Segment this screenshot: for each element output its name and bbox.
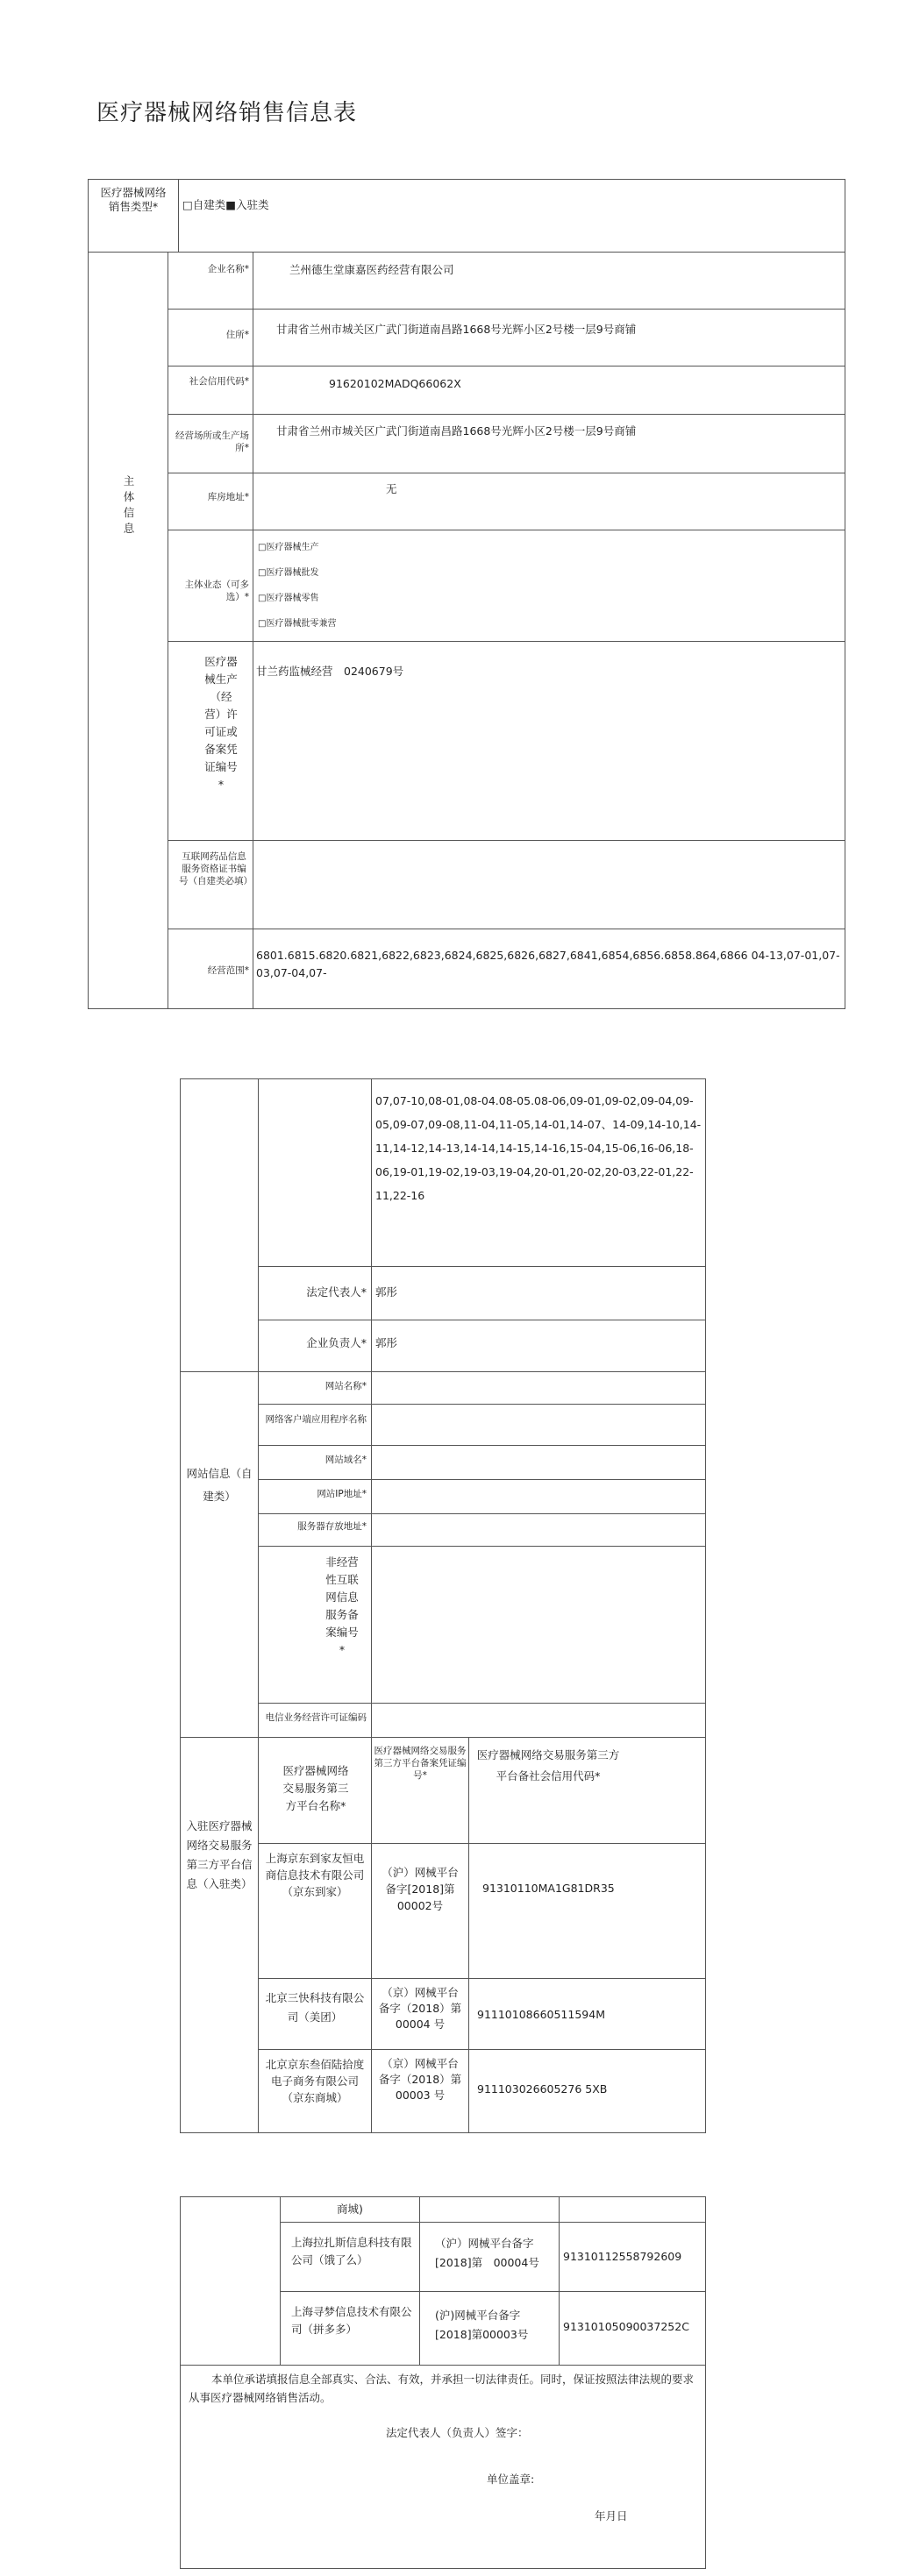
ip-cell: [371, 1479, 706, 1514]
platform-1-name: 上海京东到家友恒电商信息技术有限公司（京东到家）: [265, 1852, 365, 1898]
platform-1-record: （沪）网械平台备字[2018]第00002号: [382, 1866, 459, 1912]
internet-label: 互联网药品信息服务资格证书编号（自建类必填）: [179, 851, 253, 886]
platform-info-label: 入驻医疗器械网络交易服务第三方平台信息（入驻类）: [186, 1819, 253, 1890]
domain-label: 网站域名*: [324, 1455, 367, 1465]
scope: 6801.6815.6820.6821,6822,6823,6824,6825,6826,6827,6841,6854,6856.6858.864,6866 04-13,07-01,07-03,07-04,07-: [256, 949, 840, 979]
platform-info-cont-cell: [180, 2196, 281, 2366]
type-value-cell: [178, 179, 845, 253]
platform-4-name: 上海拉扎斯信息科技有限公司（饿了么）: [291, 2236, 412, 2266]
platform-4-record: （沪）网械平台备字[2018]第 00004号: [435, 2237, 539, 2269]
manager: 郭彤: [375, 1336, 398, 1349]
legal-rep-label: 法定代表人*: [306, 1285, 367, 1299]
platform-record-header: 医疗器械网络交易服务第三方平台备案凭证编号*: [374, 1746, 467, 1781]
telecom-cell: [371, 1703, 706, 1738]
credit-code-label-cell: [168, 366, 253, 415]
legal-rep-cell: [371, 1266, 706, 1320]
scope-label: 经营范围*: [207, 965, 249, 976]
platform-2-credit: 91110108660511594M: [477, 2008, 605, 2021]
company-name: 兰州德生堂康嘉医药经营有限公司: [289, 263, 454, 276]
main-info-label: 主体信息: [123, 474, 135, 535]
business-option-1: □医疗器械生产: [258, 543, 319, 552]
address: 甘肃省兰州市城关区广武门街道南昌路1668号光辉小区2号楼一层9号商铺: [276, 323, 637, 336]
internet-cell: [253, 840, 845, 929]
scope-continued: 07,07-10,08-01,08-04.08-05.08-06,09-01,09-02,09-04,09-05,09-07,09-08,11-04,11-05,14-01,14-07、14-09,14-10,14-11,14-12,14-13,14-14,14-15,14-16,15-04,15-06,16-06,18-06,19-01,19-02,19-03,19-04,20-01,20-02,20-03,22-01,22-11,22-16: [375, 1094, 702, 1202]
platform-5-record: (沪)网械平台备字[2018]第00003号: [435, 2309, 529, 2341]
platform-1-credit: 91310110MA1G81DR35: [482, 1882, 615, 1895]
icp-label: 非经营性互联网信息服务备案编号*: [325, 1555, 359, 1656]
credit-code: 91620102MADQ66062X: [329, 377, 461, 390]
platform-credit-header: 医疗器械网络交易服务第三方平台备社会信用代码*: [476, 1748, 620, 1783]
platform-info-cell: [180, 1737, 259, 2133]
platform-5-credit: 91310105090037252C: [563, 2320, 689, 2333]
server-label: 服务器存放地址*: [297, 1521, 367, 1532]
platform-3-name: 北京京东叁佰陆拾度电子商务有限公司（京东商城）: [265, 2058, 365, 2104]
license-label: 医疗器械生产（经营）许可证或备案凭证编号*: [204, 655, 238, 791]
type-label: 医疗器械网络销售类型*: [100, 186, 167, 213]
website-info-cell: [180, 1371, 259, 1738]
platform-2-record: （京）网械平台备字（2018）第00004 号: [378, 1986, 462, 2031]
date-label: 年月日: [595, 2509, 628, 2523]
main-info-cell: [88, 252, 168, 1009]
client-app-label: 网络客户端应用程序名称: [265, 1414, 367, 1425]
premises-label: 经营场所或生产场所*: [175, 431, 249, 453]
server-cell: [371, 1513, 706, 1547]
warehouse-label: 库房地址*: [207, 492, 249, 502]
address-label: 住所*: [225, 330, 249, 340]
platform-4-credit: 91310112558792609: [563, 2250, 682, 2263]
icp-cell: [371, 1546, 706, 1704]
credit-code-label: 社会信用代码*: [189, 376, 249, 387]
platform-cont-credit-cell: [559, 2196, 706, 2223]
seal-label: 单位盖章:: [487, 2473, 535, 2486]
company-name-cell: [253, 252, 845, 310]
site-name-cell: [371, 1371, 706, 1405]
business-option-2: □医疗器械批发: [258, 568, 319, 578]
client-app-cell: [371, 1404, 706, 1446]
business-option-3: □医疗器械零售: [258, 594, 319, 603]
type-value: □自建类■入驻类: [182, 198, 269, 211]
page-title: 医疗器械网络销售信息表: [96, 100, 358, 126]
platform-name-header: 医疗器械网络交易服务第三方平台名称*: [282, 1764, 349, 1812]
telecom-label: 电信业务经营许可证编码: [265, 1712, 367, 1723]
platform-3-credit: 911103026605276 5XB: [477, 2082, 608, 2096]
premises: 甘肃省兰州市城关区广武门街道南昌路1668号光辉小区2号楼一层9号商铺: [276, 424, 637, 438]
legal-rep: 郭彤: [375, 1285, 398, 1299]
platform-3-record: （京）网械平台备字（2018）第00003 号: [378, 2057, 462, 2102]
site-name-label: 网站名称*: [324, 1381, 367, 1391]
main-info-cont-cell: [180, 1078, 259, 1372]
premises-cell: [253, 414, 845, 473]
company-name-label-cell: [168, 252, 253, 310]
domain-cell: [371, 1445, 706, 1480]
platform-row-1-credit-cell: [468, 1843, 706, 1979]
website-info-label: 网站信息（自建类）: [186, 1467, 253, 1503]
ip-label: 网站IP地址*: [317, 1489, 367, 1499]
company-name-label: 企业名称*: [207, 264, 249, 274]
business-label: 主体业态（可多选）*: [184, 580, 249, 602]
platform-cont-record-cell: [419, 2196, 560, 2223]
business-option-4: □医疗器械批零兼营: [258, 619, 337, 629]
manager-cell: [371, 1320, 706, 1372]
signature-label: 法定代表人（负责人）签字：: [386, 2426, 529, 2439]
platform-cont-label: 商城): [337, 2202, 363, 2216]
warehouse: 无: [386, 482, 397, 495]
license: 甘兰药监械经营 0240679号: [256, 665, 404, 678]
pledge-text: 本单位承诺填报信息全部真实、合法、有效，并承担一切法律责任。同时，保证按照法律法规的要求从事医疗器械网络销售活动。: [189, 2373, 695, 2404]
platform-2-name: 北京三快科技有限公司（美团）: [265, 1991, 365, 2024]
address-cell: [253, 309, 845, 366]
platform-5-name: 上海寻梦信息技术有限公司（拼多多）: [291, 2305, 412, 2336]
scope-cont-label-cell: [258, 1078, 372, 1267]
warehouse-cell: [253, 473, 845, 530]
manager-label: 企业负责人*: [306, 1336, 367, 1349]
business-cell: [253, 530, 845, 642]
